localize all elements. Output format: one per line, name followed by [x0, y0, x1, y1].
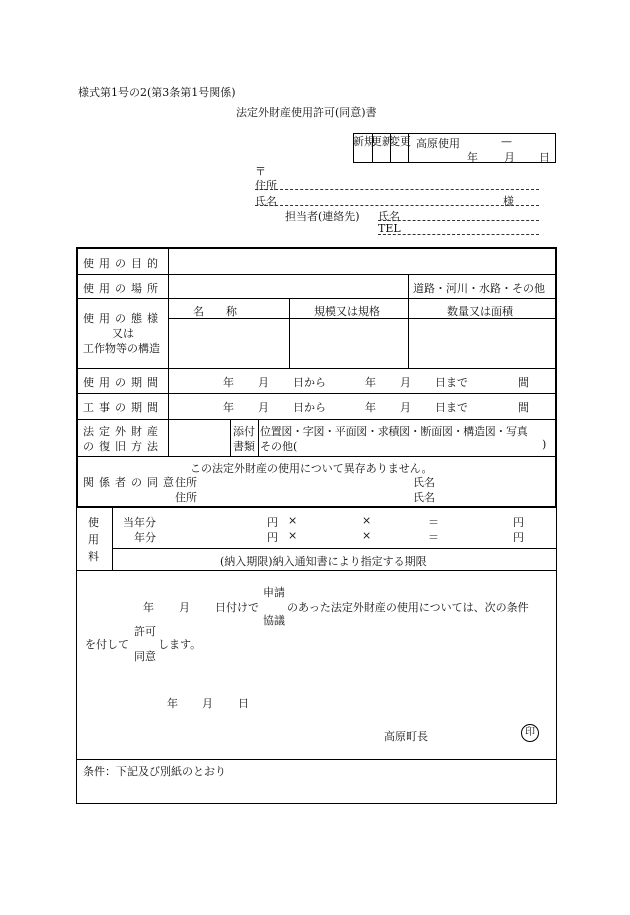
contact-label: 担当者(連絡先) [285, 210, 360, 223]
location-options: 道路・河川・水路・その他 [413, 282, 545, 295]
attach-label: 添付 [233, 425, 255, 438]
period-to-month: 月 [400, 376, 411, 389]
reference-prefix: 高原使用 [416, 137, 460, 150]
consent-address-2: 住所 [175, 491, 197, 504]
address-label: 住所 [255, 179, 277, 192]
period-span: 間 [518, 376, 529, 389]
purpose-label: 使用の目的 [83, 257, 163, 270]
form-number: 様式第1号の2(第3条第1号関係) [78, 86, 236, 99]
contact-name-label: 氏名 [378, 210, 400, 223]
consent-text: この法定外財産の使用について異存ありません。 [190, 462, 433, 475]
fee-times-2: × [362, 514, 372, 527]
perm-text-2-prefix: を付して [85, 638, 129, 651]
period-to-year: 年 [365, 376, 376, 389]
name-line[interactable] [255, 205, 539, 206]
period-until: 日まで [435, 376, 468, 389]
perm-month: 月 [179, 601, 190, 614]
fee-times-4: × [362, 529, 372, 542]
new-label: 新規 [353, 135, 375, 148]
fee-yen-2: 円 [513, 516, 524, 529]
honorific: 様 [503, 195, 514, 208]
restore-label: 法定外財産 [83, 425, 163, 438]
perm-dated: 日付けで [215, 601, 259, 614]
work-period-year: 年 [223, 401, 234, 414]
tel-line[interactable] [378, 234, 539, 235]
attach-docs-close: ) [542, 438, 547, 451]
fee-equals-1: ＝ [428, 516, 439, 529]
perm-apply: 申請 [263, 586, 285, 599]
attach-docs: 位置図・字図・平面図・求積図・断面図・構造図・写真 [260, 425, 528, 438]
period-label: 使用の期間 [83, 376, 163, 389]
consent-address-1: 住所 [175, 476, 197, 489]
name-label: 氏名 [255, 195, 277, 208]
fee-yen-4: 円 [513, 531, 524, 544]
seal-icon [521, 724, 539, 742]
ref-month: 月 [504, 151, 515, 164]
fee-deadline: (納入期限)納入通知書により指定する期限 [220, 555, 427, 568]
work-period-to-month: 月 [400, 401, 411, 414]
perm-year: 年 [143, 601, 154, 614]
postal-mark: 〒 [255, 165, 266, 178]
perm-text-2-suffix: します。 [158, 638, 202, 651]
perm-text-1: のあった法定外財産の使用については、次の条件 [287, 601, 529, 614]
ref-day: 日 [539, 151, 550, 164]
col-quantity-header: 数量又は面積 [447, 305, 513, 318]
mayor-title: 高原町長 [384, 730, 428, 743]
consent-name-1: 氏名 [413, 476, 435, 489]
col-scale-header: 規模又は規格 [314, 305, 380, 318]
perm-consent: 同意 [134, 650, 156, 663]
perm-consult: 協議 [263, 614, 285, 627]
perm-date-month: 月 [202, 697, 213, 710]
work-period-from: 日から [293, 401, 326, 414]
attach-docs-other: その他( [260, 440, 298, 453]
perm-date-day: 日 [238, 697, 249, 710]
fee-label-text: 使用料 [88, 516, 99, 563]
work-period-to-year: 年 [365, 401, 376, 414]
contact-name-line[interactable] [378, 220, 539, 221]
renew-label: 更新 [371, 135, 393, 148]
fee-yen-1: 円 [267, 516, 278, 529]
conditions-text: 条件：下記及び別紙のとおり [83, 765, 226, 778]
restore-label-2: の復旧方法 [83, 440, 163, 453]
period-from: 日から [293, 376, 326, 389]
reference-box [353, 133, 556, 163]
work-period-until: 日まで [435, 401, 468, 414]
seal-text: 印 [525, 727, 535, 738]
work-period-span: 間 [518, 401, 529, 414]
perm-permit: 許可 [134, 625, 156, 638]
mode-label-structure: 工作物等の構造 [83, 342, 160, 355]
consent-label: 関係者の同意 [83, 476, 179, 489]
fee-current-year: 当年分 [123, 516, 156, 529]
main-table [76, 247, 557, 508]
fee-equals-2: ＝ [428, 531, 439, 544]
col-name-header: 名 称 [193, 305, 237, 318]
mode-label: 使用の態様 [83, 312, 163, 325]
reference-dash: — [501, 135, 512, 148]
fee-times-3: × [288, 529, 298, 542]
fee-annual: 年分 [134, 531, 156, 544]
fee-label [88, 514, 100, 565]
address-line[interactable] [255, 189, 539, 190]
location-label: 使用の場所 [83, 282, 163, 295]
fee-yen-3: 円 [267, 531, 278, 544]
tel-label: TEL [378, 222, 401, 235]
work-period-month: 月 [258, 401, 269, 414]
fee-table [76, 508, 557, 804]
change-label: 変更 [389, 135, 411, 148]
work-period-label: 工事の期間 [83, 401, 163, 414]
document-title: 法定外財産使用許可(同意)書 [236, 106, 377, 119]
consent-name-2: 氏名 [413, 491, 435, 504]
period-month: 月 [258, 376, 269, 389]
ref-year: 年 [467, 151, 478, 164]
period-year: 年 [223, 376, 234, 389]
fee-times-1: × [288, 514, 298, 527]
mode-label-or: 又は [112, 327, 134, 340]
perm-date-year: 年 [167, 697, 178, 710]
attach-label-2: 書類 [233, 440, 255, 453]
